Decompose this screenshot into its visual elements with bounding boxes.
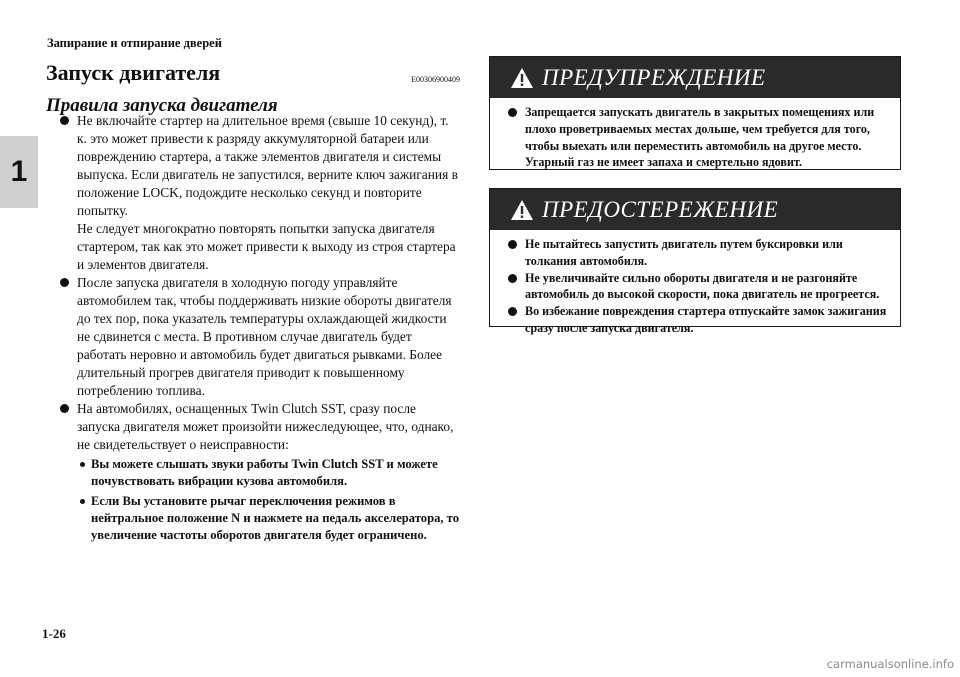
caution-box-header [490, 189, 900, 230]
caution-item [508, 303, 890, 337]
page-number: 1-26 [42, 626, 66, 641]
list-item [60, 112, 460, 274]
engine-start-rules-list [60, 112, 460, 547]
bullet-icon [60, 278, 69, 287]
bullet-icon [508, 108, 517, 117]
caution-item-text: Не пытайтесь запустить двигатель путем буксировки или толкания автомобиля. [525, 237, 843, 268]
small-bullet-icon [80, 499, 85, 504]
sub-list-item [77, 493, 460, 544]
caution-item-text: Не увеличивайте сильно обороты двигателя и не разгоняйте автомобиль до высокой скорости, пока двигатель не прогреется. [525, 270, 880, 302]
sub-item-text: Если Вы установите рычаг переключения режимов в нейтральное положение N и нажмете на педаль акселератора, то увеличение частоты оборотов двигателя будет ограничено. [91, 494, 460, 542]
warning-box-header [490, 57, 900, 98]
title-row [46, 60, 460, 86]
warning-triangle-icon [510, 199, 534, 221]
chapter-tab: 1 [0, 136, 38, 208]
subheading: Правила запуска двигателя [46, 95, 278, 116]
warning-item-text: Запрещается запускать двигатель в закрытых помещениях или плохо проветриваемых местах дольше, чем требуется для того, чтобы выехать или переместить автомобиль на другое место. Угарный газ не имеет запаха и смертельно ядовит. [525, 105, 875, 170]
section-header: Запирание и отпирание дверей [47, 36, 222, 50]
watermark: carmanualsonline.info [826, 657, 954, 671]
sub-list [77, 456, 460, 544]
warning-triangle-icon [510, 67, 534, 89]
caution-box [489, 188, 901, 335]
list-item [60, 274, 460, 400]
bullet-icon [508, 274, 517, 283]
list-item [60, 400, 460, 544]
sub-item-text: Вы можете слышать звуки работы Twin Clutch SST и можете почувствовать вибрации кузова автомобиля. [91, 457, 438, 488]
paragraph: На автомобилях, оснащенных Twin Clutch SST, сразу после запуска двигателя может произойти нижеследующее, что, однако, не свидетельствует о неисправности: [77, 401, 454, 452]
small-bullet-icon [80, 462, 85, 467]
caution-box-title: ПРЕДОСТЕРЕЖЕНИЕ [542, 196, 779, 222]
bullet-icon [508, 307, 517, 316]
sub-list-item [77, 456, 460, 490]
caution-box-body [490, 230, 900, 345]
bullet-icon [60, 404, 69, 413]
paragraph: Не следует многократно повторять попытки запуска двигателя стартером, так как это может привести к выходу из строя стартера и элементов двигателя. [77, 221, 456, 272]
warning-box-title: ПРЕДУПРЕЖДЕНИЕ [542, 64, 766, 90]
paragraph: После запуска двигателя в холодную погоду управляйте автомобилем так, чтобы поддерживать низкие обороты двигателя до тех пор, пока указатель температуры охлаждающей жидкости не сдвинется с места. В противном случае двигатель будет работать неровно и автомобиль будет двигаться рывками. Более длительный прогрев двигателя приводит к повышенному потреблению топлива. [77, 275, 452, 398]
caution-item-text: Во избежание повреждения стартера отпускайте замок зажигания сразу после запуска двигателя. [525, 304, 887, 335]
bullet-icon [508, 240, 517, 249]
warning-box-body [490, 98, 900, 179]
warning-item [508, 104, 890, 171]
page-title: Запуск двигателя [46, 60, 221, 85]
warning-box [489, 56, 901, 170]
section-code: E00306900409 [411, 75, 460, 84]
caution-item [508, 236, 890, 270]
paragraph: Не включайте стартер на длительное время (свыше 10 секунд), т. к. это может привести к разряду аккумуляторной батареи или повреждению стартера, а также элементов двигателя и системы выпуска. Если двигатель не запустился, верните ключ зажигания в положение LOCK, подождите несколько секунд и повторите попытку. [77, 113, 458, 218]
caution-item [508, 270, 890, 304]
bullet-icon [60, 116, 69, 125]
